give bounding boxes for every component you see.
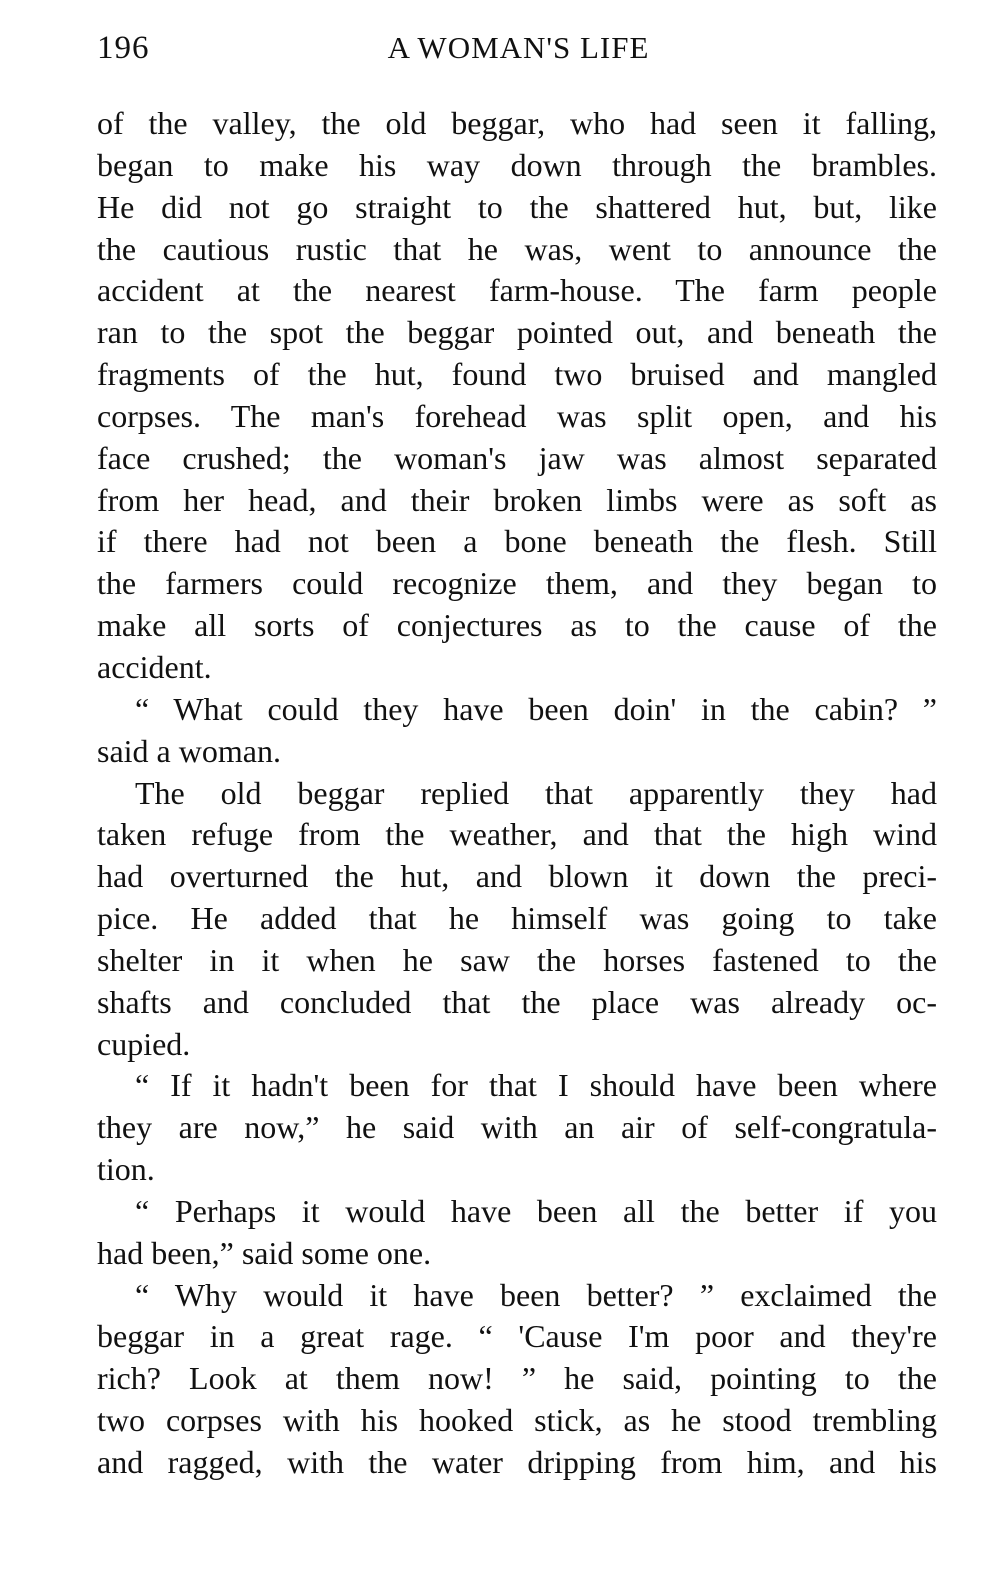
text-line: “ What could they have been doin' in the cabin? ” — [135, 690, 937, 727]
text-line: tion. — [97, 1151, 155, 1188]
text-line: make all sorts of conjectures as to the cause of the — [97, 607, 937, 644]
page-header — [97, 26, 940, 76]
text-line: taken refuge from the weather, and that the high wind — [97, 816, 937, 853]
text-line: if there had not been a bone beneath the flesh. Still — [97, 523, 937, 560]
text-line: fragments of the hut, found two bruised and mangled — [97, 356, 937, 393]
text-line: had overturned the hut, and blown it down the preci- — [97, 858, 937, 895]
body-text — [97, 103, 937, 1484]
text-line: the farmers could recognize them, and they began to — [97, 565, 937, 602]
text-line: He did not go straight to the shattered hut, but, like — [97, 188, 937, 225]
text-line: said a woman. — [97, 732, 281, 769]
text-line: the cautious rustic that he was, went to announce the — [97, 230, 937, 267]
text-line: rich? Look at them now! ” he said, pointing to the — [97, 1360, 937, 1397]
text-line: two corpses with his hooked stick, as he stood trembling — [97, 1402, 937, 1439]
text-line: began to make his way down through the brambles. — [97, 146, 937, 183]
text-line: shelter in it when he saw the horses fastened to the — [97, 941, 937, 978]
text-line: accident at the nearest farm-house. The farm people — [97, 272, 937, 309]
text-line: face crushed; the woman's jaw was almost separated — [97, 439, 937, 476]
text-line: ran to the spot the beggar pointed out, and beneath the — [97, 314, 937, 351]
text-line: pice. He added that he himself was going to take — [97, 900, 937, 937]
text-line: accident. — [97, 648, 212, 685]
text-line: shafts and concluded that the place was already oc- — [97, 983, 937, 1020]
running-head: A WOMAN'S LIFE — [387, 30, 650, 65]
text-line: corpses. The man's forehead was split open, and his — [97, 397, 937, 434]
page-number: 196 — [97, 30, 150, 66]
text-line: The old beggar replied that apparently they had — [135, 774, 937, 811]
text-line: had been,” said some one. — [97, 1234, 432, 1271]
text-line: and ragged, with the water dripping from him, and his — [97, 1444, 937, 1480]
text-line: from her head, and their broken limbs were as soft as — [97, 481, 937, 518]
text-line: “ Perhaps it would have been all the better if you — [135, 1192, 937, 1229]
text-line: “ Why would it have been better? ” exclaimed the — [135, 1276, 937, 1313]
text-line: they are now,” he said with an air of self-congratula- — [97, 1109, 937, 1146]
text-line: cupied. — [97, 1025, 191, 1062]
text-line: of the valley, the old beggar, who had seen it falling, — [97, 105, 937, 141]
text-line: beggar in a great rage. “ 'Cause I'm poor and they're — [97, 1318, 937, 1355]
text-line: “ If it hadn't been for that I should have been where — [135, 1067, 937, 1104]
